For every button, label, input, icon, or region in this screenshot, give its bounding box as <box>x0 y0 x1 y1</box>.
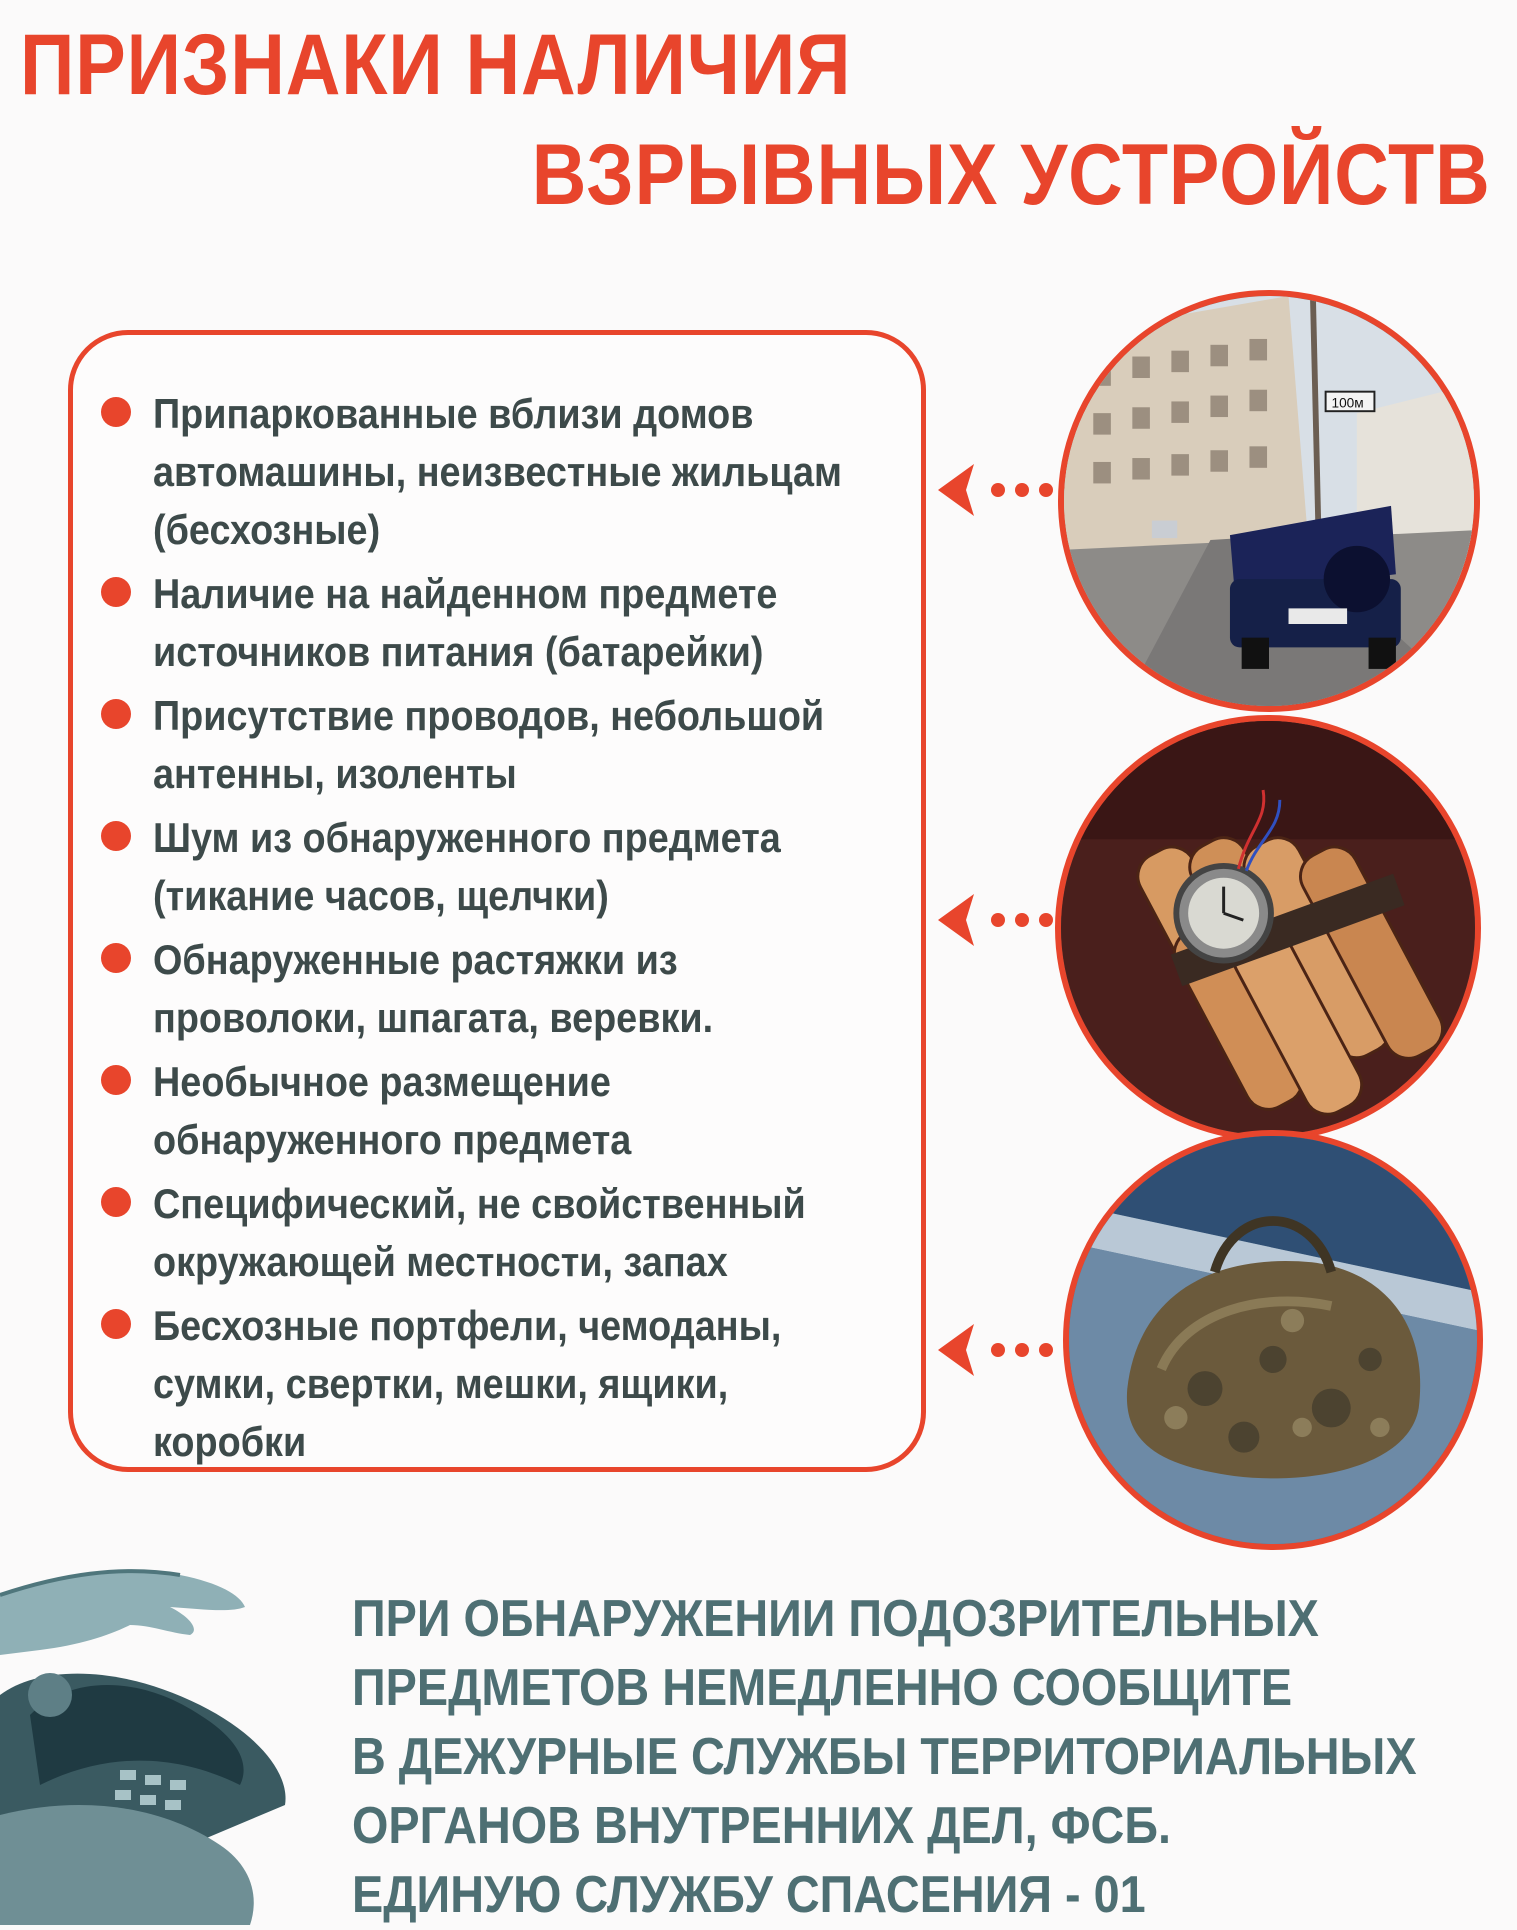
sign-item-7 <box>101 1175 921 1291</box>
bullet-icon <box>101 1065 131 1095</box>
sign-text: Бесхозные портфели, чемоданы, сумки, свертки, мешки, ящики, коробки <box>153 1302 782 1465</box>
arrow-left-icon <box>938 1320 1062 1380</box>
sign-text: Наличие на найденном предмете источников питания (батарейки) <box>153 570 778 675</box>
sign-text: Припаркованные вблизи домов автомашины, неизвестные жильцам (бесхозные) <box>153 390 843 553</box>
sign-item-4 <box>101 809 921 925</box>
bullet-icon <box>101 577 131 607</box>
sign-item-5 <box>101 931 921 1047</box>
sign-text: Специфический, не свойственный окружающей местности, запах <box>153 1180 806 1285</box>
title-line-2: ВЗРЫВНЫХ УСТРОЙСТВ <box>532 127 1491 223</box>
bullet-icon <box>101 397 131 427</box>
sign-text: Необычное размещение обнаруженного предмета <box>153 1058 632 1163</box>
sign-item-2 <box>101 565 921 681</box>
bullet-icon <box>101 1187 131 1217</box>
arrow-left-icon <box>938 890 1062 950</box>
notice-line-2: ПРЕДМЕТОВ НЕМЕДЛЕННО СООБЩИТЕ <box>352 1659 1293 1717</box>
notice-line-1: ПРИ ОБНАРУЖЕНИИ ПОДОЗРИТЕЛЬНЫХ <box>352 1590 1319 1648</box>
sign-item-3 <box>101 687 921 803</box>
arrow-left-icon <box>938 460 1062 520</box>
hand-phone-illustration <box>0 1555 320 1925</box>
notice-line-3: В ДЕЖУРНЫЕ СЛУЖБЫ ТЕРРИТОРИАЛЬНЫХ <box>352 1728 1417 1786</box>
sign-item-6 <box>101 1053 921 1169</box>
road-sign-text: 100м <box>1331 395 1364 411</box>
notice-block <box>352 1585 1417 1930</box>
bullet-icon <box>101 699 131 729</box>
sign-text: Присутствие проводов, небольшой антенны, изоленты <box>153 692 825 797</box>
bullet-icon <box>101 943 131 973</box>
sign-text: Обнаруженные растяжки из проволоки, шпагата, веревки. <box>153 936 714 1041</box>
title-line-1: ПРИЗНАКИ НАЛИЧИЯ <box>20 17 852 113</box>
notice-line-4: ОРГАНОВ ВНУТРЕННИХ ДЕЛ, ФСБ. <box>352 1797 1171 1855</box>
bullet-icon <box>101 1309 131 1339</box>
sign-item-8 <box>101 1297 921 1471</box>
dynamite-photo <box>1055 715 1481 1141</box>
sign-item-1 <box>101 385 921 559</box>
sign-text: Шум из обнаруженного предмета (тикание часов, щелчки) <box>153 814 781 919</box>
street-car-photo <box>1058 290 1480 712</box>
abandoned-bag-photo <box>1063 1130 1483 1550</box>
signs-panel <box>68 330 926 1472</box>
signs-list <box>101 385 921 1477</box>
bullet-icon <box>101 821 131 851</box>
notice-line-5: ЕДИНУЮ СЛУЖБУ СПАСЕНИЯ - 01 <box>352 1866 1146 1924</box>
